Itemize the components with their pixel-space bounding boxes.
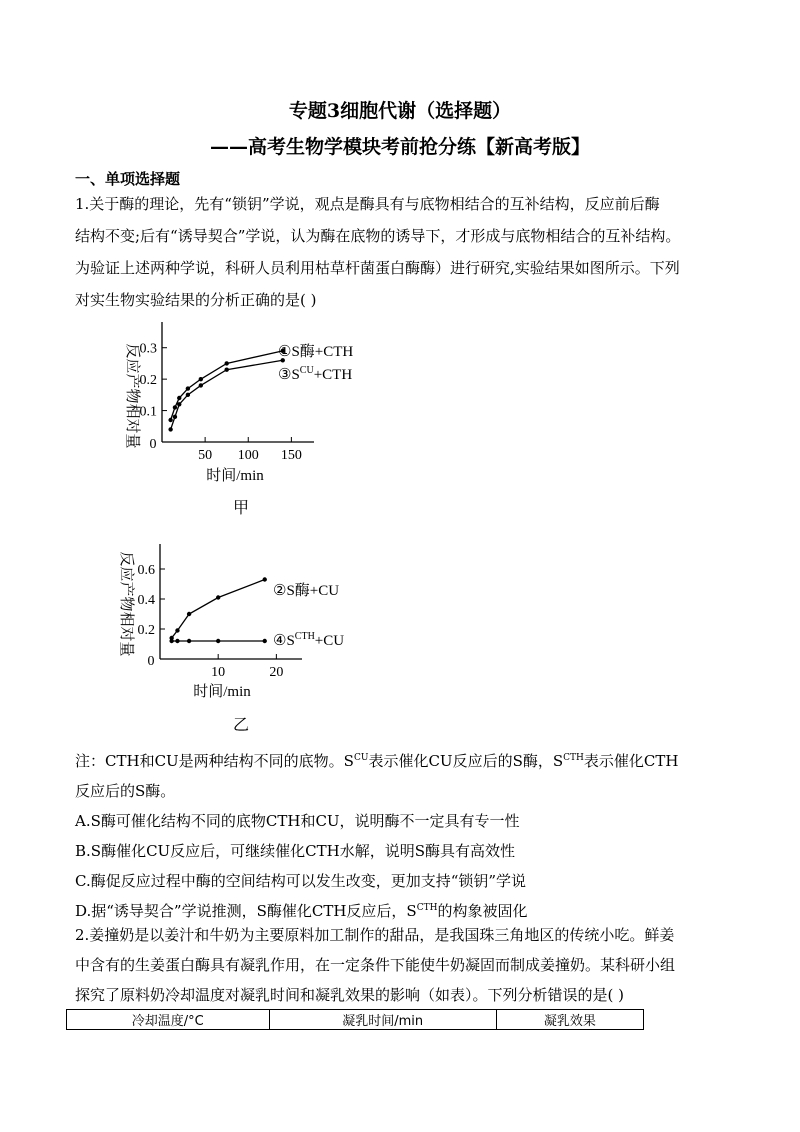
option-c: C.酶促反应过程中酶的空间结构可以发生改变，更加支持“锁钥”学说 (75, 872, 527, 890)
q2-text-line-1: 2.姜撞奶是以姜汁和牛奶为主要原料加工制作的甜品，是我国珠三角地区的传统小吃。鲜姜 (75, 926, 675, 944)
chart-jia-xlabel: 时间/min (206, 468, 264, 484)
x-tick-label: 20 (269, 665, 284, 680)
table-header-cell: 冷却温度/°C (67, 1010, 270, 1030)
chart-jia-caption: 甲 (232, 500, 250, 517)
x-tick-label: 100 (237, 448, 259, 463)
page-subtitle: ——高考生物学模块考前抢分练【新高考版】 (209, 136, 590, 158)
data-table (66, 1009, 644, 1030)
data-point (199, 377, 203, 381)
tick-label-origin: 0 (149, 437, 157, 452)
data-point (175, 639, 179, 643)
y-tick-label: 0.4 (137, 593, 155, 608)
data-point (187, 612, 191, 616)
option-d: D.据“诱导契合”学说推测，S酶催化CTH反应后，$S^{CTH}$的构象被固化 (75, 902, 528, 920)
data-point (175, 628, 179, 632)
chart-yi-legend-4: $④S^{CTH}+CU$ (273, 631, 345, 649)
table-header-cell: 凝乳效果 (496, 1010, 643, 1030)
tick-label-origin: 0 (147, 654, 155, 669)
note-line-2: 反应后的S酶。 (75, 782, 176, 800)
data-point (177, 402, 181, 406)
data-point (173, 405, 177, 409)
data-point (186, 393, 190, 397)
y-tick-label: 0.3 (139, 341, 157, 357)
chart-yi (100, 536, 390, 736)
data-point (263, 577, 267, 581)
x-tick-label: 150 (280, 448, 302, 463)
y-tick-label: 0.2 (139, 373, 157, 389)
data-point (199, 383, 203, 387)
data-point (216, 595, 220, 599)
chart-jia (100, 318, 390, 518)
data-point (263, 639, 267, 643)
chart-yi-caption: 乙 (232, 717, 250, 734)
data-point (187, 639, 191, 643)
x-tick-label: 50 (198, 448, 213, 463)
chart-jia-legend-3: $③S^{CU}+CTH$ (278, 365, 353, 383)
chart-yi-legend-2: ②S酶+CU (273, 583, 340, 599)
data-point (173, 415, 177, 419)
chart-yi-ylabel: 反应产物相对量 (118, 551, 134, 657)
q1-text-line-2: 结构不变;后有“诱导契合”学说，认为酶在底物的诱导下，才形成与底物相结合的互补结构。 (75, 227, 681, 245)
chart-jia-legend-1: ①S酶+CTH (278, 344, 354, 360)
data-point (168, 427, 172, 431)
option-b: B.S酶催化CU反应后，可继续催化CTH水解，说明S酶具有高效性 (75, 842, 516, 860)
q1-text-line-4: 对实生物实验结果的分析正确的是( ) (75, 291, 317, 309)
data-point (224, 361, 228, 365)
option-a: A.S酶可催化结构不同的底物CTH和CU，说明酶不一定具有专一性 (75, 812, 520, 830)
chart-jia-ylabel: 反应产物相对量 (124, 343, 140, 449)
section-heading: 一、单项选择题 (75, 170, 181, 188)
data-point (177, 396, 181, 400)
series-line-1 (172, 580, 265, 639)
data-point (186, 386, 190, 390)
q2-text-line-3: 探究了原料奶冷却温度对凝乳时间和凝乳效果的影响（如表）。下列分析错误的是( ) (75, 986, 624, 1004)
y-tick-label: 0.2 (137, 623, 155, 638)
chart-yi-xlabel: 时间/min (193, 684, 251, 700)
q2-text-line-2: 中含有的生姜蛋白酶具有凝乳作用，在一定条件下能使牛奶凝固而制成姜撞奶。某科研小组 (75, 956, 676, 974)
data-point (224, 368, 228, 372)
y-tick-label: 0.6 (137, 563, 155, 578)
q1-text-line-3: 为验证上述两种学说，科研人员利用枯草杆菌蛋白酶酶）进行研究,实验结果如图所示。下列 (75, 259, 680, 277)
data-point (169, 639, 173, 643)
page-title: 专题3细胞代谢（选择题） (288, 100, 512, 122)
y-tick-label: 0.1 (139, 404, 157, 420)
note-line-1: 注：CTH和CU是两种结构不同的底物。$S^{CU}$表示催化CU反应后的S酶，$S^{CTH}$表示催化CTH (75, 752, 679, 770)
data-point (168, 418, 172, 422)
data-point (216, 639, 220, 643)
table-header-cell: 凝乳时间/min (269, 1010, 496, 1030)
table-header-row (67, 1010, 644, 1030)
x-tick-label: 10 (211, 665, 226, 680)
q1-text-line-1: 1.关于酶的理论，先有“锁钥”学说，观点是酶具有与底物相结合的互补结构，反应前后酶 (75, 195, 660, 213)
